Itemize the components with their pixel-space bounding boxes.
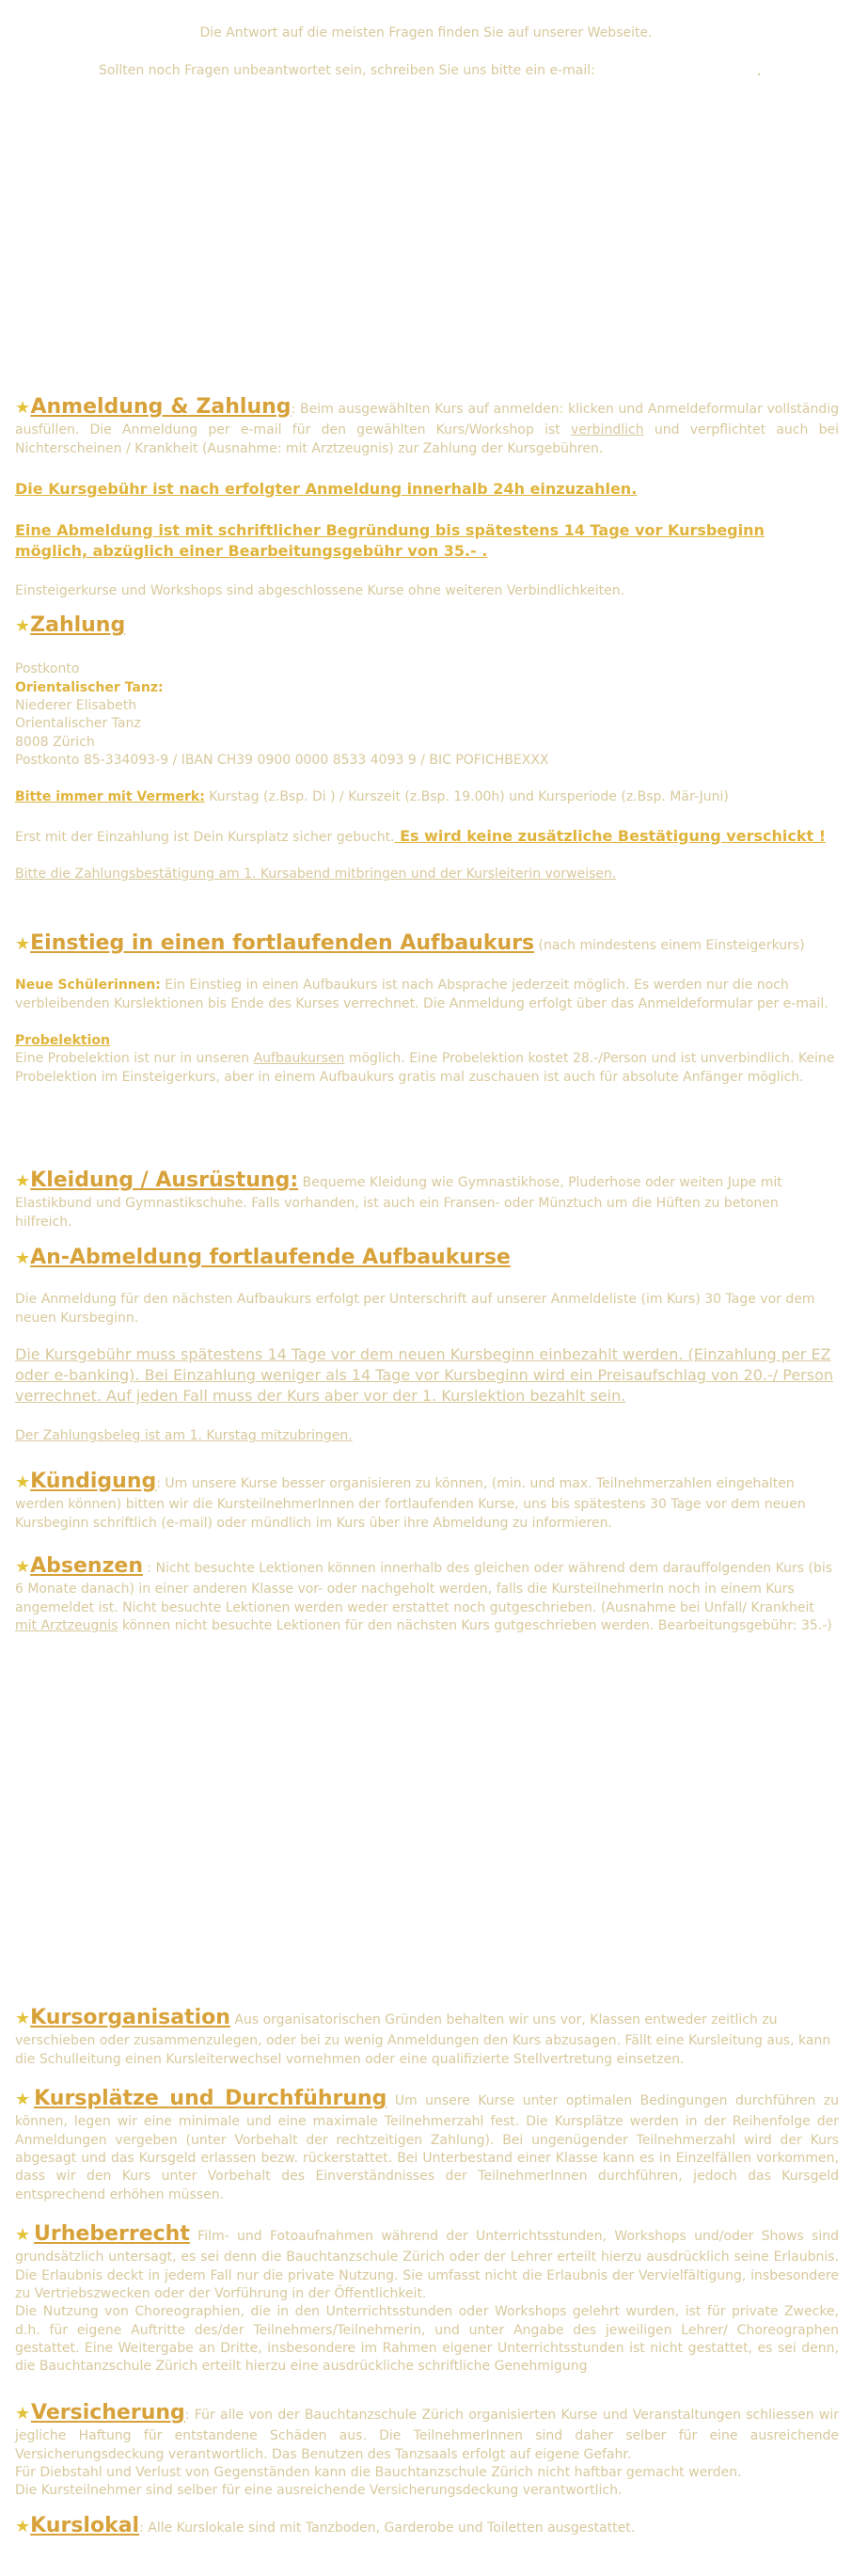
email-link[interactable]: [758, 73, 760, 75]
star-icon: ★: [15, 2225, 35, 2245]
heading-kursorganisation: Kursorganisation: [30, 2006, 230, 2029]
an-abmeldung-p3: Der Zahlungsbeleg ist am 1. Kurstag mitzubringen.: [15, 1428, 353, 1444]
zahlung-line-1: Postkonto: [15, 661, 80, 677]
bestaetigung-text: Erst mit der Einzahlung ist Dein Kursplatz sicher gebucht.: [15, 829, 395, 845]
section-kurslokal: [15, 2512, 839, 2540]
zahlung-line-6: Postkonto 85-334093-9 / IBAN CH39 0900 0000 8533 4093 9 / BIC POFICHBEXXX: [15, 752, 549, 768]
vermerk-label: Bitte immer mit Vermerk:: [15, 789, 205, 805]
heading-kurslokal: Kurslokal: [30, 2514, 140, 2537]
anmeldung-abmeldung: Eine Abmeldung ist mit schriftlicher Begründung bis spätestens 14 Tage vor Kursbeginn möglich, abzüglich einer Bearbeitungsgebühr von 35.- .: [15, 521, 765, 561]
link-verbindlich[interactable]: verbindlich: [571, 422, 644, 438]
kuendigung-text: : Um unsere Kurse besser organisieren zu können, (min. und max. Teilnehmerzahlen eingehalten werden können) bitten wir die KursteilnehmerInnen der fortlaufenden Kurse, uns bis spätestens 30 Tage vor dem neuen Kursbeginn schriftlich (e-mail) oder mündlich im Kurs über ihre Abmeldung zu informieren.: [15, 1476, 806, 1531]
zahlung-line-3: Niederer Elisabeth: [15, 697, 137, 713]
star-icon: ★: [15, 1557, 31, 1577]
section-versicherung: [15, 2399, 839, 2501]
probelektion-title: Probelektion: [15, 1032, 110, 1048]
absenzen-text-a: : Nicht besuchte Lektionen können innerhalb des gleichen oder während dem darauffolgenden Kurs (bis 6 Monate danach) in einer anderen Klasse vor- oder nachgeholt werden, falls die KursteilnehmerIn noch in einem Kurs angemeldet ist. Nicht besuchte Lektionen werden weder erstattet noch gutgeschrieben. (Ausnahme bei Unfall/ Krankheit: [15, 1561, 833, 1615]
urheberrecht-text-2: Die Nutzung von Choreographien, die in den Unterrichtsstunden oder Workshops gelehrt wurden, ist für private Zwecke, d.h. für eigene Auftritte des/der Teilnehmers/Teilnehmerin, und unter Angabe des jeweiligen Lehrer/ Choreographen gestattet. Eine Weitergabe an Dritte, insbesondere im Rahmen eigener Unterrichtsstunden ist nicht gestattet, es sei denn, die Bauchtanzschule Zürich erteilt hierzu eine ausdrückliche schriftliche Genehmigung: [15, 2304, 839, 2375]
zahlung-line-5: 8008 Zürich: [15, 734, 95, 750]
star-icon: ★: [15, 1472, 31, 1492]
vermerk-text: Kurstag (z.Bsp. Di ) / Kurszeit (z.Bsp. 19.00h) und Kursperiode (z.Bsp. Mär-Juni): [204, 789, 729, 805]
urheberrecht-text: Film- und Fotoaufnahmen während der Unterrichtsstunden, Workshops und/oder Shows sind grundsätzlich untersagt, es sei denn die Bauchtanzschule Zürich oder der Lehrer erteilt hierzu ausdrücklich seine Erlaubnis. Die Erlaubnis deckt in jedem Fall nur die private Nutzung. Sie umfasst nicht die Erlaubnis der Vervielfältigung, insbesondere zu Vertriebszwecken oder der Vorführung in der Öffentlichkeit.: [15, 2229, 839, 2301]
bestaetigung-hinweis: Es wird keine zusätzliche Bestätigung verschickt !: [394, 826, 826, 845]
star-icon: ★: [15, 1171, 31, 1191]
kurslokal-text: : Alle Kurslokale sind mit Tanzboden, Garderobe und Toiletten ausgestattet.: [139, 2520, 636, 2536]
star-icon: ★: [15, 398, 31, 418]
an-abmeldung-p1: Die Anmeldung für den nächsten Aufbaukurs erfolgt per Unterschrift auf unserer Anmeldeliste (im Kurs) 30 Tage vor dem neuen Kursbeginn.: [15, 1292, 815, 1326]
section-urheberrecht: [15, 2220, 839, 2377]
section-absenzen: [15, 1552, 839, 1635]
einstieg-subtitle: (nach mindestens einem Einsteigerkurs): [534, 938, 805, 953]
absenzen-text-b: können nicht besuchte Lektionen für den nächsten Kurs gutgeschrieben werden. Bearbeitungsgebühr: 35.-): [118, 1617, 832, 1633]
kursorganisation-text: Aus organisatorischen Gründen behalten wir uns vor, Klassen entweder zeitlich zu verschieben oder zusammenzulegen, oder bei zu wenig Anmeldungen den Kurs abzusagen. Fällt eine Kursleitung aus, kann die Schulleitung einen Kursleiterwechsel vornehmen oder eine qualifizierte Stellvertretung einsetzen.: [15, 2012, 831, 2067]
star-icon: ★: [15, 934, 31, 954]
star-icon: ★: [15, 2090, 35, 2109]
heading-einstieg: Einstieg in einen fortlaufenden Aufbaukurs: [30, 931, 535, 955]
section-kleidung: [15, 1167, 839, 1232]
kursplaetze-text: Um unsere Kurse unter optimalen Bedingungen durchführen zu können, legen wir eine minimale und eine maximale Teilnehmerzahl fest. Die Kursplätze werden in der Reihenfolge der Anmeldungen vergeben (unter Vorbehalt der rechtzeitigen Zahlung). Bei ungenügender Teilnehmerzahl wird der Kurs abgesagt und das Kursgeld erlassen bezw. rückerstattet. Bei Unterbestand einer Klasse kann es in Einzelfällen vorkommen, dass wir den Kurs unter Vorbehalt des Einverständnisses der TeilnehmerInnen durchführen, jedoch das Kursgeld entsprechend erhöhen müssen.: [15, 2093, 839, 2202]
link-aufbaukursen[interactable]: Aufbaukursen: [253, 1051, 345, 1067]
versicherung-line-2: Für Diebstahl und Verlust von Gegenständen kann die Bauchtanzschule Zürich nicht haftbar gemacht werden.: [15, 2464, 742, 2480]
zahlung-line-2: Orientalischer Tanz:: [15, 679, 164, 695]
anmeldung-text-a: : Beim ausgewählten Kurs auf anmelden: klicken und Anmeldeformular vollständig ausfüllen. Die Anmeldung per e-mail für den gewählten Kurs/Workshop ist: [15, 402, 839, 438]
heading-kuendigung: Kündigung: [30, 1470, 157, 1493]
star-icon: ★: [15, 2404, 31, 2424]
section-zahlung: [15, 612, 839, 883]
heading-zahlung: Zahlung: [30, 613, 126, 637]
heading-kursplaetze: Kursplätze und Durchführung: [34, 2087, 387, 2110]
an-abmeldung-p2: Die Kursgebühr muss spätestens 14 Tage vor dem neuen Kursbeginn einbezahlt werden. (Einzahlung per EZ oder e-banking). Bei Einzahlung weniger als 14 Tage vor Kursbeginn wird ein Preisaufschlag von 20.-/ Person verrechnet. Auf jeden Fall muss der Kurs aber vor der 1. Kurslektion bezahlt sein.: [15, 1344, 833, 1406]
star-icon: ★: [15, 1248, 31, 1268]
heading-anmeldung: Anmeldung & Zahlung: [30, 395, 292, 419]
heading-absenzen: Absenzen: [30, 1554, 143, 1578]
neue-text: Ein Einstieg in einen Aufbaukurs ist nach Absprache jederzeit möglich. Es werden nur die noch verbleibenden Kurslektionen bis Ende des Kurses verrechnet. Die Anmeldung erfolgt über das Anmeldeformular per e-mail.: [15, 978, 828, 1011]
zahlung-line-4: Orientalischer Tanz: [15, 716, 141, 732]
section-anmeldung: [15, 393, 839, 601]
heading-an-abmeldung: An-Abmeldung fortlaufende Aufbaukurse: [30, 1246, 511, 1269]
anmeldung-frist: Die Kursgebühr ist nach erfolgter Anmeldung innerhalb 24h einzuzahlen.: [15, 479, 638, 498]
anmeldung-text-b: und verpflichtet auch bei Nichterscheinen / Krankheit (Ausnahme: mit Arztzeugnis) zur Zahlung der Kursgebühren.: [15, 422, 839, 456]
probe-text-b: möglich. Eine Probelektion kostet 28.-/Person und ist unverbindlich. Keine Probelektion im Einsteigerkurs, aber in einem Aufbaukurs gratis mal zuschauen ist auch für absolute Anfänger möglich.: [15, 1051, 835, 1085]
intro-line-2: Sollten noch Fragen unbeantwortet sein, schreiben Sie uns bitte ein e-mail:: [99, 63, 595, 78]
neue-label: Neue Schülerinnen:: [15, 978, 161, 994]
zahlung-beleg: Bitte die Zahlungsbestätigung am 1. Kursabend mitbringen und der Kursleiterin vorweisen.: [15, 866, 617, 882]
star-icon: ★: [15, 616, 31, 636]
section-kursplaetze: [15, 2085, 839, 2204]
section-kuendigung: [15, 1468, 839, 1533]
probe-text-a: Eine Probelektion ist nur in unseren: [15, 1051, 254, 1067]
versicherung-text: : Für alle von der Bauchtanzschule Zürich organisierten Kurse und Veranstaltungen schliessen wir jegliche Haftung für entstandene Schäden aus. Die TeilnehmerInnen sind daher selber für eine ausreichende Versicherungsdeckung verantwortlich. Das Benutzen des Tanzsaals erfolgt auf eigene Gefahr.: [15, 2408, 839, 2462]
section-kursorganisation: [15, 2004, 839, 2069]
versicherung-line-3: Die Kursteilnehmer sind selber für eine ausreichende Versicherungsdeckung verantwortlich.: [15, 2483, 623, 2499]
heading-urheberrecht: Urheberrecht: [34, 2222, 190, 2246]
section-an-abmeldung: [15, 1244, 839, 1446]
section-einstieg: [15, 930, 839, 1087]
link-arztzeugnis[interactable]: mit Arztzeugnis: [15, 1617, 118, 1633]
intro-line-1: Die Antwort auf die meisten Fragen finden Sie auf unserer Webseite.: [199, 25, 653, 40]
anmeldung-einsteiger: Einsteigerkurse und Workshops sind abgeschlossene Kurse ohne weiteren Verbindlichkeiten.: [15, 583, 625, 599]
star-icon: ★: [15, 2009, 31, 2028]
star-icon: ★: [15, 2517, 31, 2536]
kleidung-text: Bequeme Kleidung wie Gymnastikhose, Pluderhose oder weiten Jupe mit Elastikbund und Gymnastikschuhe. Falls vorhanden, ist auch ein Fransen- oder Münztuch um die Hüften zu betonen hilfreich.: [15, 1175, 782, 1230]
heading-versicherung: Versicherung: [31, 2401, 185, 2425]
heading-kleidung: Kleidung / Ausrüstung:: [30, 1169, 299, 1192]
